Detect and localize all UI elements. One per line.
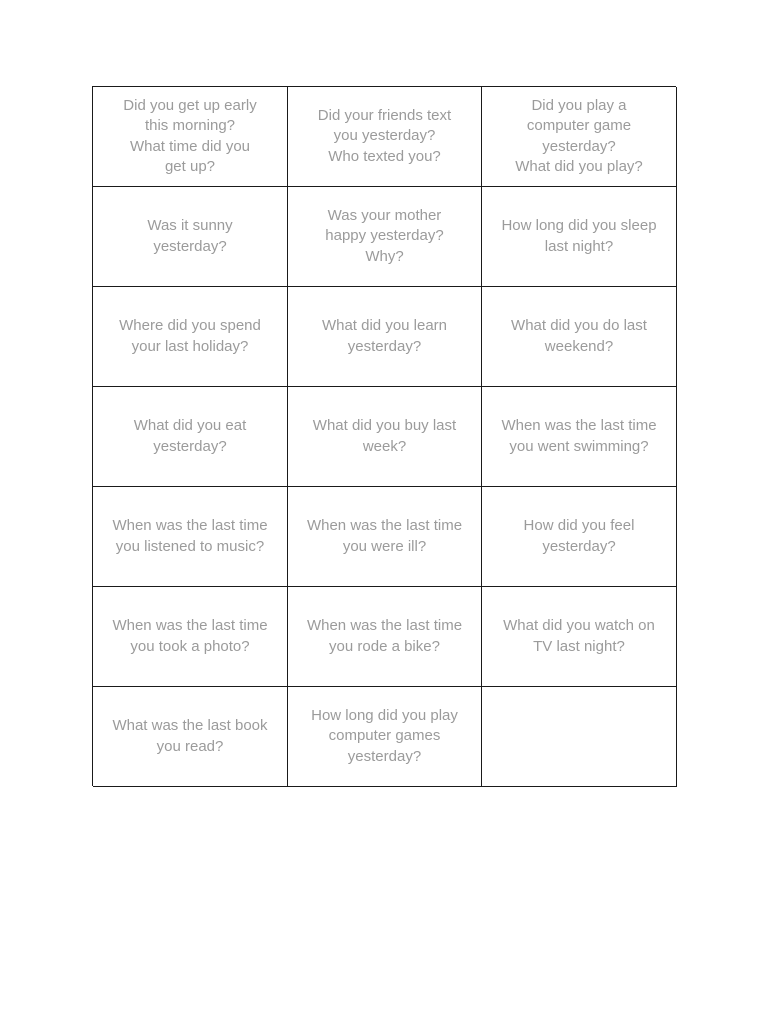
question-text: Where did you spend your last holiday? [119,317,261,355]
question-text: How long did you sleep last night? [501,217,657,255]
question-text: What did you watch on TV last night? [503,617,655,655]
question-card-grid [92,86,676,786]
question-text: What was the last book you read? [112,717,268,755]
question-text: Was your mother happy yesterday? Why? [325,206,444,265]
question-card [93,487,288,587]
question-card [482,187,677,287]
question-card [482,387,677,487]
question-text: What did you learn yesterday? [321,317,448,355]
question-text: Did you get up early this morning? What time did you get up? [123,96,257,175]
question-card [93,687,288,787]
question-card [482,87,677,187]
question-text: When was the last time you were ill? [306,517,463,555]
question-card [93,187,288,287]
question-text: Did your friends text you yesterday? Who texted you? [317,106,452,165]
question-card [288,87,482,187]
question-text: When was the last time you took a photo? [112,617,268,655]
question-card [288,587,482,687]
question-text: When was the last time you went swimming? [501,417,657,455]
empty-card [482,687,677,787]
question-card [288,487,482,587]
question-card [482,287,677,387]
question-card [482,487,677,587]
question-text: What did you eat yesterday? [133,417,247,455]
question-text: Did you play a computer game yesterday? What did you play? [515,96,643,175]
question-text: What did you buy last week? [312,417,457,455]
question-text: When was the last time you rode a bike? [306,617,463,655]
question-card [93,287,288,387]
question-card [93,587,288,687]
question-card [288,687,482,787]
question-card [482,587,677,687]
question-text: How did you feel yesterday? [523,517,635,555]
question-text: What did you do last weekend? [511,317,647,355]
question-text: Was it sunny yesterday? [147,217,233,255]
question-card [93,387,288,487]
question-text: How long did you play computer games yesterday? [311,706,458,765]
question-card [288,387,482,487]
question-card [288,287,482,387]
question-card [288,187,482,287]
question-text: When was the last time you listened to music? [112,517,268,555]
question-card [93,87,288,187]
